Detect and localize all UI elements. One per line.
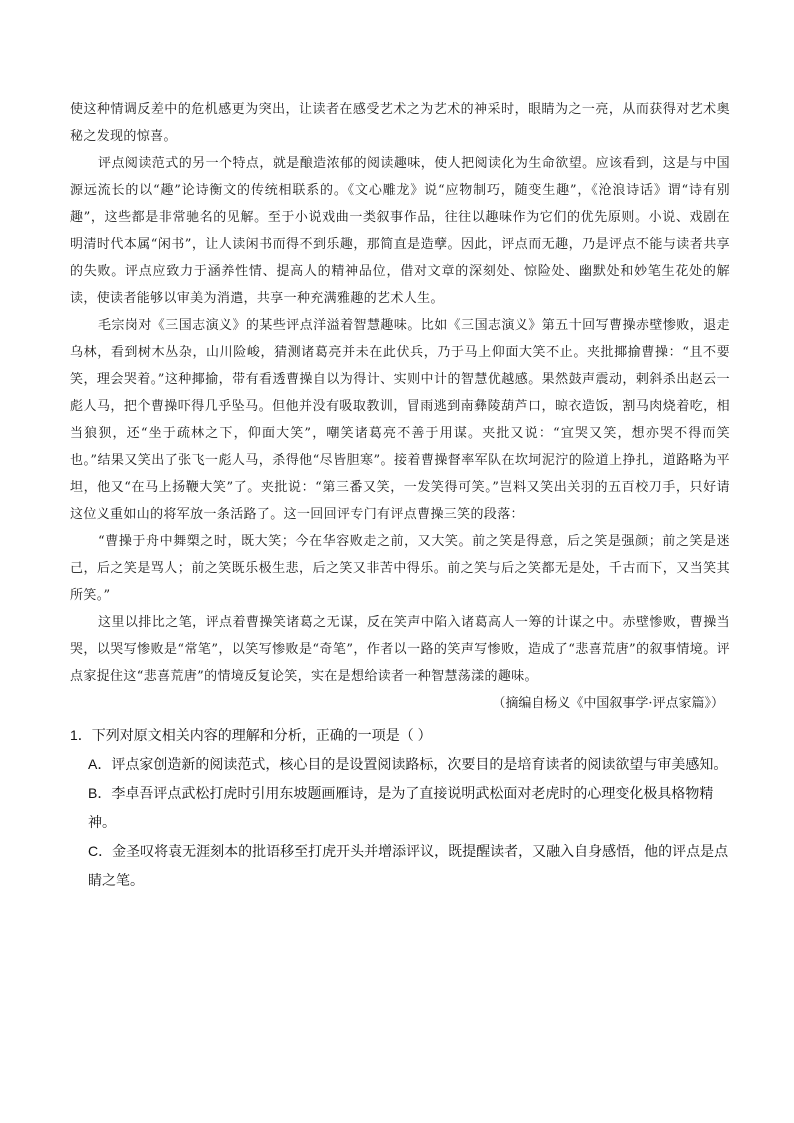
source-citation: （摘编自杨义《中国叙事学·评点家篇》） bbox=[492, 696, 724, 711]
paragraph-closing: 这里以排比之笔，评点着曹操笑诸葛之无谋，反在笑声中陷入诸葛高人一筹的计谋之中。赤壁惨败，曹操当哭，以哭写惨败是“常笔”，以笑写惨败是“奇笔”，作者以一路的笑声写惨败，造成了“悲喜荒唐”的叙事情境。评点家捉住这“悲喜荒唐”的情境反复论笑，实在是想给读者一种智慧荡漾的趣味。 bbox=[70, 615, 730, 684]
paragraph-2: 评点阅读范式的另一个特点，就是酿造浓郁的阅读趣味，使人把阅读化为生命欲望。应该看到，这是与中国源远流长的以“趣”论诗衡文的传统相联系的。《文心雕龙》说“应物制巧，随变生趣”，《沧浪诗话》谓“诗有别趣”，这些都是非常驰名的见解。至于小说戏曲一类叙事作品，往往以趣味作为它们的优先原则。小说、戏剧在明清时代本属“闲书”，让人读闲书而得不到乐趣，那简直是造孽。因此，评点而无趣，乃是评点不能与读者共享的失败。评点应致力于涵养性情、提高人的精神品位，借对文章的深刻处、惊险处、幽默处和妙笔生花处的解读，使读者能够以审美为消遣，共享一种充满雅趣的艺术人生。 bbox=[70, 156, 730, 306]
question-1 bbox=[70, 721, 730, 895]
question-stem: 1．下列对原文相关内容的理解和分析，正确的一项是（ ） bbox=[70, 727, 432, 743]
paragraph-1: 使这种情调反差中的危机感更为突出，让读者在感受艺术之为艺术的神采时，眼睛为之一亮，从而获得对艺术奥秘之发现的惊喜。 bbox=[70, 102, 730, 144]
option-b[interactable]: B．李卓吾评点武松打虎时引用东坡题画雁诗，是为了直接说明武松面对老虎时的心理变化极具格物精神。 bbox=[88, 785, 714, 830]
quoted-commentary: “曹操于舟中舞槊之时，既大笑；今在华容败走之前，又大笑。前之笑是得意，后之笑是强颜；前之笑是迷己，后之笑是骂人；前之笑既乐极生悲，后之笑又非苦中得乐。前之笑与后之笑都无是处，千古而下，又当笑其所笑。” bbox=[70, 534, 730, 603]
document-page bbox=[70, 96, 730, 895]
article-body bbox=[70, 96, 730, 717]
option-c[interactable]: C．金圣叹将袁无涯刻本的批语移至打虎开头并增添评议，既提醒读者，又融入自身感悟，他的评点是点睛之笔。 bbox=[88, 843, 729, 888]
option-a[interactable]: A．评点家创造新的阅读范式，核心目的是设置阅读路标，次要目的是培育读者的阅读欲望与审美感知。 bbox=[88, 756, 728, 772]
paragraph-3: 毛宗岗对《三国志演义》的某些评点洋溢着智慧趣味。比如《三国志演义》第五十回写曹操赤壁惨败，退走乌林，看到树木丛杂，山川险峻，猜测诸葛亮并未在此伏兵，乃于马上仰面大笑不止。夹批揶揄曹操：“且不要笑，理会哭着。”这种揶揄，带有看透曹操自以为得计、实则中计的智慧优越感。果然鼓声震动，剌斜杀出赵云一彪人马，把个曹操吓得几乎坠马。但他并没有吸取教训，冒雨逃到南彝陵葫芦口，晾衣造饭，割马肉烧着吃，相当狼狈，还“坐于疏林之下，仰面大笑”，嘲笑诸葛亮不善于用谋。夹批又说：“宜哭又笑，想亦哭不得而笑也。”结果又笑出了张飞一彪人马，杀得他“尽皆胆寒”。接着曹操督率军队在坎坷泥泞的险道上挣扎，道路略为平坦，他又“在马上扬鞭大笑”了。夹批说：“第三番又笑，一发笑得可笑。”岂料又笑出关羽的五百校刀手，只好请这位义重如山的将军放一条活路了。这一回回评专门有评点曹操三笑的段落： bbox=[70, 318, 730, 522]
